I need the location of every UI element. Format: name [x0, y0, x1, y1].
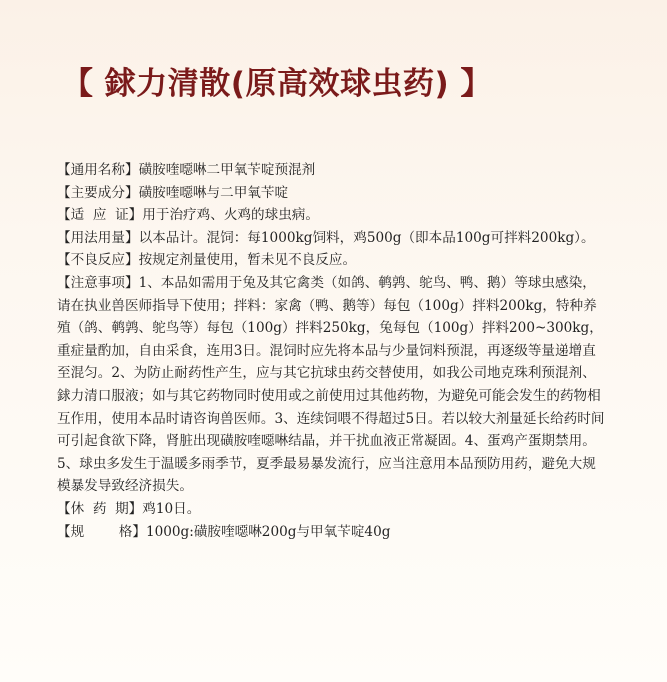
- entry-value: 磺胺喹噁啉与二甲氧苄啶: [138, 184, 289, 201]
- entry-label: 【通用名称】: [57, 162, 139, 178]
- entry-value: 以本品计。混饲：每1000kg饲料，鸡500g（即本品100g可拌料200kg）。: [138, 229, 595, 246]
- entry-precautions: [57, 272, 609, 498]
- entry-specification: [57, 521, 609, 544]
- entry-withdrawal-period: [57, 498, 609, 521]
- entry-label: 【休 药 期】: [57, 500, 143, 517]
- page-title: 【 銶力清散(原高效球虫药) 】: [62, 66, 492, 102]
- entry-value: 1000g:磺胺喹噁啉200g与甲氧苄啶40g: [145, 523, 391, 540]
- entry-label: 【注意事项】: [57, 274, 139, 291]
- entry-label: 【主要成分】: [57, 184, 139, 201]
- entry-value: 磺胺喹噁啉二甲氧苄啶预混剂: [138, 162, 316, 178]
- entry-adverse-reactions: [57, 249, 609, 272]
- entry-ingredients: [57, 182, 609, 205]
- entry-indications: [57, 204, 609, 227]
- entry-value: 用于治疗鸡、火鸡的球虫病。: [142, 207, 319, 224]
- entry-value: 按规定剂量使用，暂未见不良反应。: [138, 252, 357, 269]
- entry-label: 【用法用量】: [57, 229, 139, 246]
- entry-label: 【不良反应】: [57, 252, 139, 269]
- entry-label: 【适 应 证】: [57, 207, 143, 224]
- product-info: [57, 159, 609, 543]
- entry-dosage: [57, 227, 609, 250]
- entry-value: 1、本品如需用于兔及其它禽类（如鸽、鹌鹑、鸵鸟、鸭、鹅）等球虫感染，请在执业兽医师指导下使用；拌料：家禽（鸭、鹅等）每包（100g）拌料200kg，特种养殖（鸽、鹌鹑、鸵鸟等）每包（100g）拌料250kg，兔每包（100g）拌料200~300kg，重症量酌加，自由采食，连用3日。混饲时应先将本品与少量饲料预混，再逐级等量递增直至混匀。2、为防止耐药性产生，应与其它抗球虫药交替使用，如我公司地克珠利预混剂、銶力清口服液；如与其它药物同时使用或之前使用过其他药物，为避免可能会发生的药物相互作用，使用本品时请咨询兽医师。3、连续饲喂不得超过5日。若以较大剂量延长给药时间可引起食欲下降，肾脏出现磺胺喹噁啉结晶，并干扰血液正常凝固。4、蛋鸡产蛋期禁用。5、球虫多发生于温暖多雨季节，夏季最易暴发流行，应当注意用本品预防用药，避免大规模暴发导致经济损失。: [57, 274, 605, 495]
- entry-generic-name: [57, 159, 609, 182]
- entry-label: 【规 格】: [57, 523, 146, 540]
- entry-value: 鸡10日。: [142, 500, 201, 517]
